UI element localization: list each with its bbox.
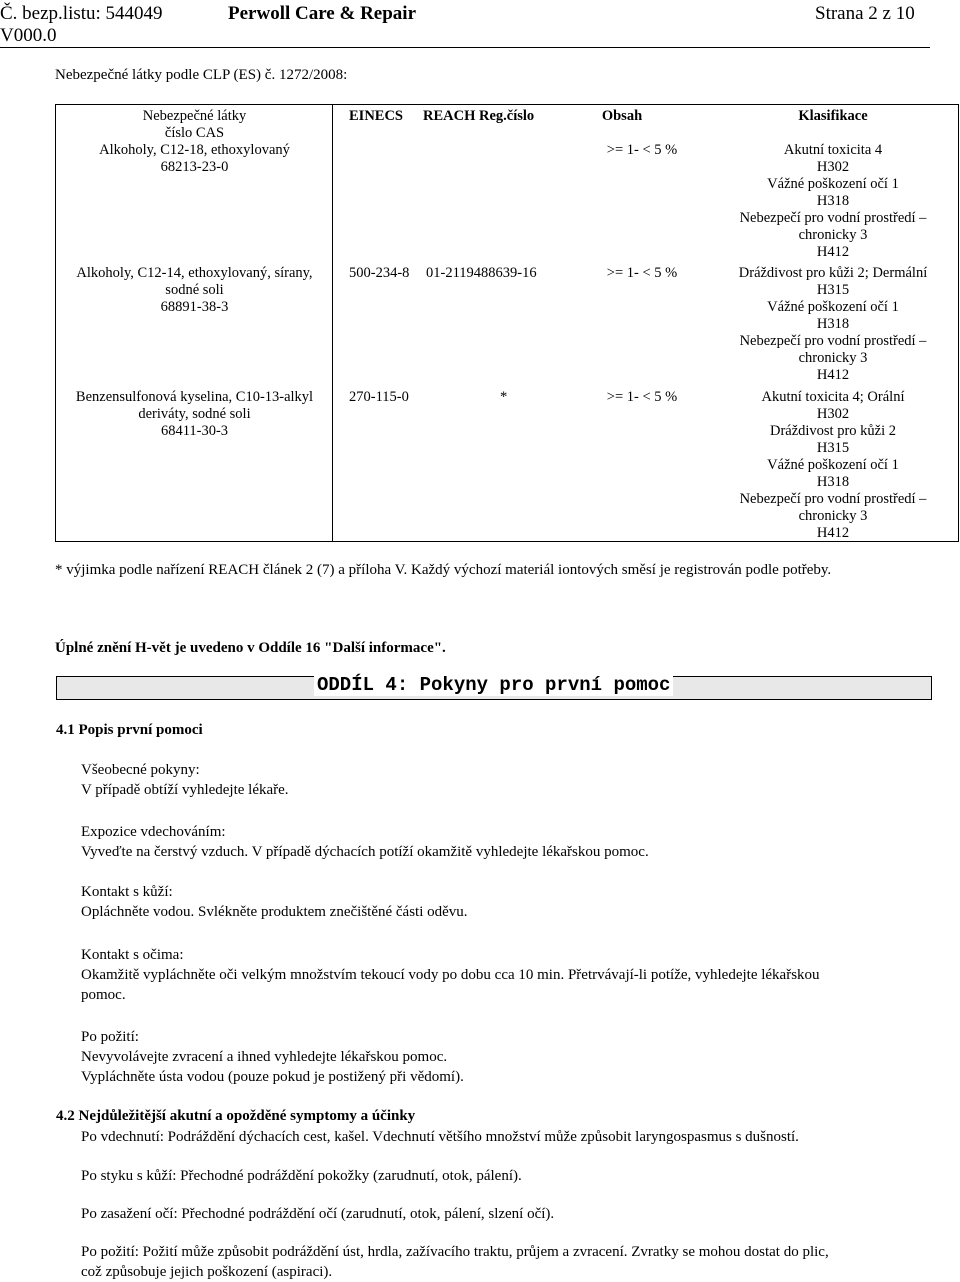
classification-line: H315	[816, 282, 850, 298]
block-text: V případě obtíží vyhledejte lékaře.	[81, 782, 289, 798]
block-label: Kontakt s kůží:	[81, 884, 173, 900]
section-4-title: ODDÍL 4: Pokyny pro první pomoc	[314, 674, 673, 696]
einecs-value: 500-234-8	[349, 265, 410, 281]
classification-line: H412	[816, 367, 850, 383]
substance-cas: 68411-30-3	[160, 423, 229, 439]
header-cas: číslo CAS	[164, 125, 225, 141]
symptom-ingestion-cont: což způsobuje jejich poškození (aspiraci).	[81, 1264, 333, 1280]
header-einecs: EINECS	[349, 108, 403, 124]
block-label: Kontakt s očima:	[81, 947, 184, 963]
block-label: Všeobecné pokyny:	[81, 762, 200, 778]
section-4-bar	[56, 676, 932, 700]
content-value: >= 1- < 5 %	[606, 142, 678, 158]
classification-line: H412	[816, 525, 850, 541]
block-text: pomoc.	[81, 987, 126, 1003]
classification-line: chronicky 3	[798, 227, 868, 243]
classification-line: Vážné poškození očí 1	[767, 457, 899, 473]
classification-line: Nebezpečí pro vodní prostředí –	[739, 491, 927, 507]
classification-line: H302	[816, 406, 850, 422]
first-aid-eyes	[81, 945, 820, 1005]
block-text: Vypláchněte ústa vodou (pouze pokud je postižený při vědomí).	[81, 1069, 464, 1085]
h-statements-note: Úplné znění H-vět je uvedeno v Oddíle 16 "Další informace".	[55, 640, 446, 656]
page-number: Strana 2 z 10	[815, 3, 915, 24]
symptom-inhalation: Po vdechnutí: Podráždění dýchacích cest, kašel. Vdechnutí většího množství může způsobit laryngospasmus s dušností.	[81, 1129, 799, 1145]
block-label: Expozice vdechováním:	[81, 824, 226, 840]
classification-line: H412	[816, 244, 850, 260]
einecs-value: 270-115-0	[349, 389, 409, 405]
substance-name: deriváty, sodné soli	[138, 406, 251, 422]
first-aid-general	[81, 760, 289, 800]
classification-line: H318	[816, 193, 850, 209]
block-text: Nevyvolávejte zvracení a ihned vyhledejte lékařskou pomoc.	[81, 1049, 448, 1065]
classification-line: Akutní toxicita 4	[783, 142, 883, 158]
block-label: Po požití:	[81, 1029, 139, 1045]
reach-value: *	[500, 389, 508, 405]
symptom-eyes: Po zasažení očí: Přechodné podráždění očí (zarudnutí, otok, pálení, slzení očí).	[81, 1206, 555, 1222]
subsection-4-2: 4.2 Nejdůležitější akutní a opožděné symptomy a účinky	[56, 1108, 416, 1124]
details-column	[333, 105, 959, 542]
footnote: * výjimka podle nařízení REACH článek 2 (7) a příloha V. Každý výchozí materiál iontových směsí je registrován podle potřeby.	[55, 562, 832, 578]
first-aid-ingestion	[81, 1027, 464, 1087]
symptom-ingestion: Po požití: Požití může způsobit podráždění úst, hrdla, zažívacího traktu, průjem a zvracení. Zvratky se mohou dostat do plic,	[81, 1244, 829, 1260]
classification-line: H318	[816, 316, 850, 332]
header-rule	[0, 47, 930, 48]
classification-line: Akutní toxicita 4; Orální	[761, 389, 905, 405]
substance-name: Alkoholy, C12-18, ethoxylovaný	[99, 142, 290, 158]
classification-line: Dráždivost pro kůži 2; Dermální	[738, 265, 928, 281]
header-substance: Nebezpečné látky	[142, 108, 247, 124]
block-text: Okamžitě vypláchněte oči velkým množstvím tekoucí vody po dobu cca 10 min. Přetrvávají-li potíže, vyhledejte lékařskou	[81, 967, 820, 983]
substance-column	[56, 105, 333, 542]
block-text: Vyveďte na čerstvý vzduch. V případě dýchacích potíží okamžitě vyhledejte lékařskou pomoc.	[81, 844, 649, 860]
header-content: Obsah	[601, 108, 643, 124]
reach-value: 01-2119488639-16	[426, 265, 537, 281]
content-value: >= 1- < 5 %	[606, 389, 678, 405]
substance-cas: 68891-38-3	[160, 299, 229, 315]
block-text: Opláchněte vodou. Svlékněte produktem znečištěné části oděvu.	[81, 904, 468, 920]
classification-line: H302	[816, 159, 850, 175]
substances-table	[55, 104, 959, 542]
sheet-number: Č. bezp.listu: 544049	[0, 3, 163, 24]
substance-name: Alkoholy, C12-14, ethoxylovaný, sírany,	[76, 265, 313, 281]
classification-line: Nebezpečí pro vodní prostředí –	[739, 210, 927, 226]
content-value: >= 1- < 5 %	[606, 265, 678, 281]
classification-line: H315	[816, 440, 850, 456]
classification-line: Nebezpečí pro vodní prostředí –	[739, 333, 927, 349]
first-aid-inhalation	[81, 822, 649, 862]
header-classification: Klasifikace	[798, 108, 868, 124]
classification-line: H318	[816, 474, 850, 490]
substance-name: sodné soli	[165, 282, 224, 298]
classification-line: chronicky 3	[798, 508, 868, 524]
substance-cas: 68213-23-0	[160, 159, 229, 175]
product-name: Perwoll Care & Repair	[228, 3, 417, 24]
subsection-4-1: 4.1 Popis první pomoci	[56, 722, 203, 738]
symptom-skin: Po styku s kůží: Přechodné podráždění pokožky (zarudnutí, otok, pálení).	[81, 1168, 522, 1184]
first-aid-skin	[81, 882, 468, 922]
classification-line: Vážné poškození očí 1	[767, 299, 899, 315]
version: V000.0	[0, 25, 57, 46]
classification-line: Vážné poškození očí 1	[767, 176, 899, 192]
section-heading: Nebezpečné látky podle CLP (ES) č. 1272/2008:	[55, 67, 348, 83]
substance-name: Benzensulfonová kyselina, C10-13-alkyl	[75, 389, 314, 405]
classification-line: Dráždivost pro kůži 2	[769, 423, 897, 439]
header-reach: REACH Reg.číslo	[423, 108, 535, 124]
classification-line: chronicky 3	[798, 350, 868, 366]
